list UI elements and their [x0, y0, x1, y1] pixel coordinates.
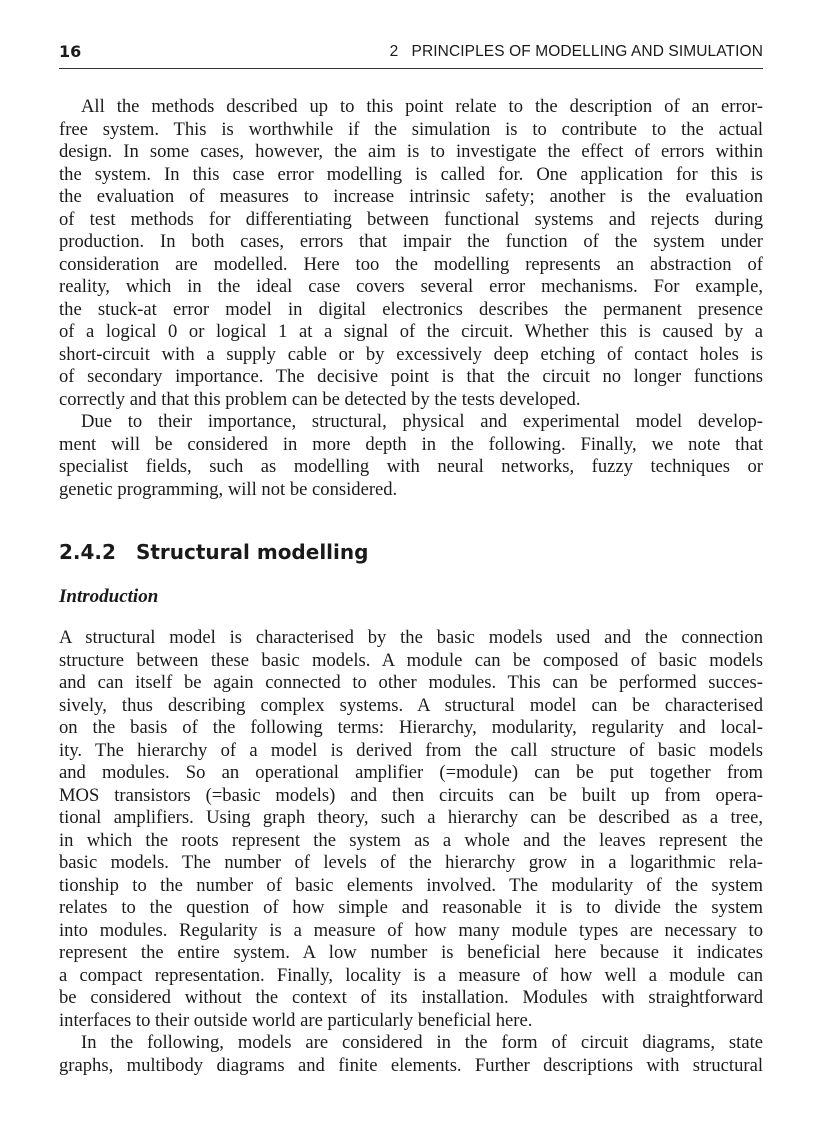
text-line: the system. In this case error modelling is called for. One application for this is — [59, 163, 763, 185]
text-line: on the basis of the following terms: Hierarchy, modularity, regularity and local- — [59, 717, 763, 738]
text-line: free system. This is worthwhile if the simulation is to contribute to the actual — [59, 118, 763, 140]
section-title: Structural modelling — [135, 540, 369, 564]
text-line: short-circuit with a supply cable or by excessively deep etching of contact holes is — [59, 343, 763, 365]
paragraph-group-error-modelling — [59, 96, 763, 501]
text-line: ity. The hierarchy of a model is derived from the call structure of basic models — [59, 739, 763, 761]
text-line: interfaces to their outside world are particularly beneficial here. — [59, 1009, 533, 1031]
section-heading — [59, 540, 368, 564]
text-line: of a logical 0 or logical 1 at a signal of the circuit. Whether this is caused by a — [59, 321, 763, 342]
text-line: production. In both cases, errors that impair the function of the system under — [59, 231, 763, 252]
text-line: represent the entire system. A low number is beneficial here because it indicates — [59, 942, 763, 963]
text-line: relates to the question of how simple and reasonable it is to divide the system — [59, 897, 763, 918]
text-line: in which the roots represent the system as a whole and the leaves represent the — [59, 829, 763, 851]
text-line: correctly and that this problem can be detected by the tests developed. — [59, 388, 581, 410]
section-number: 2.4.2 — [59, 540, 116, 564]
text-line: graphs, multibody diagrams and finite elements. Further descriptions with structural — [59, 1054, 763, 1076]
text-line: be considered without the context of its installation. Modules with straightforward — [59, 987, 763, 1008]
text-line: design. In some cases, however, the aim is to investigate the effect of errors within — [59, 141, 763, 162]
text-line: specialist fields, such as modelling with neural networks, fuzzy techniques or — [59, 456, 763, 477]
text-line: A structural model is characterised by the basic models used and the connection — [59, 627, 763, 648]
text-line: tionship to the number of basic elements involved. The modularity of the system — [59, 874, 763, 896]
text-line: tional amplifiers. Using graph theory, such a hierarchy can be described as a tree, — [59, 807, 763, 828]
page-number: 16 — [59, 42, 82, 61]
text-line: structure between these basic models. A module can be composed of basic models — [59, 649, 763, 671]
text-line: sively, thus describing complex systems. A structural model can be characterised — [59, 694, 763, 716]
page-header — [59, 42, 763, 64]
text-line: of secondary importance. The decisive point is that the circuit no longer functions — [59, 366, 763, 387]
text-line: the stuck-at error model in digital electronics describes the permanent presence — [59, 298, 763, 320]
subheading: Introduction — [59, 586, 159, 607]
text-line: In the following, models are considered in the form of circuit diagrams, state — [81, 1032, 763, 1053]
text-line: All the methods described up to this point relate to the description of an error- — [81, 96, 763, 117]
text-line: a compact representation. Finally, locality is a measure of how well a module can — [59, 964, 763, 986]
running-head: 2 PRINCIPLES OF MODELLING AND SIMULATION — [389, 43, 763, 60]
text-line: and can itself be again connected to other modules. This can be performed succes- — [59, 672, 763, 693]
text-line: genetic programming, will not be considered. — [59, 478, 398, 500]
paragraph-group-structural — [59, 627, 763, 1077]
text-line: consideration are modelled. Here too the modelling represents an abstraction of — [59, 253, 763, 275]
text-line: of test methods for differentiating between functional systems and rejects during — [59, 208, 763, 230]
text-line: into modules. Regularity is a measure of how many module types are necessary to — [59, 919, 763, 941]
text-line: ment will be considered in more depth in the following. Finally, we note that — [59, 433, 763, 455]
text-line: and modules. So an operational amplifier (=module) can be put together from — [59, 762, 763, 783]
header-rule — [59, 68, 763, 69]
text-line: the evaluation of measures to increase intrinsic safety; another is the evaluation — [59, 186, 763, 207]
text-line: basic models. The number of levels of the hierarchy grow in a logarithmic rela- — [59, 852, 763, 873]
text-line: MOS transistors (=basic models) and then circuits can be built up from opera- — [59, 784, 763, 806]
text-line: reality, which in the ideal case covers several error mechanisms. For example, — [59, 276, 763, 297]
text-line: Due to their importance, structural, physical and experimental model develop- — [81, 411, 763, 432]
